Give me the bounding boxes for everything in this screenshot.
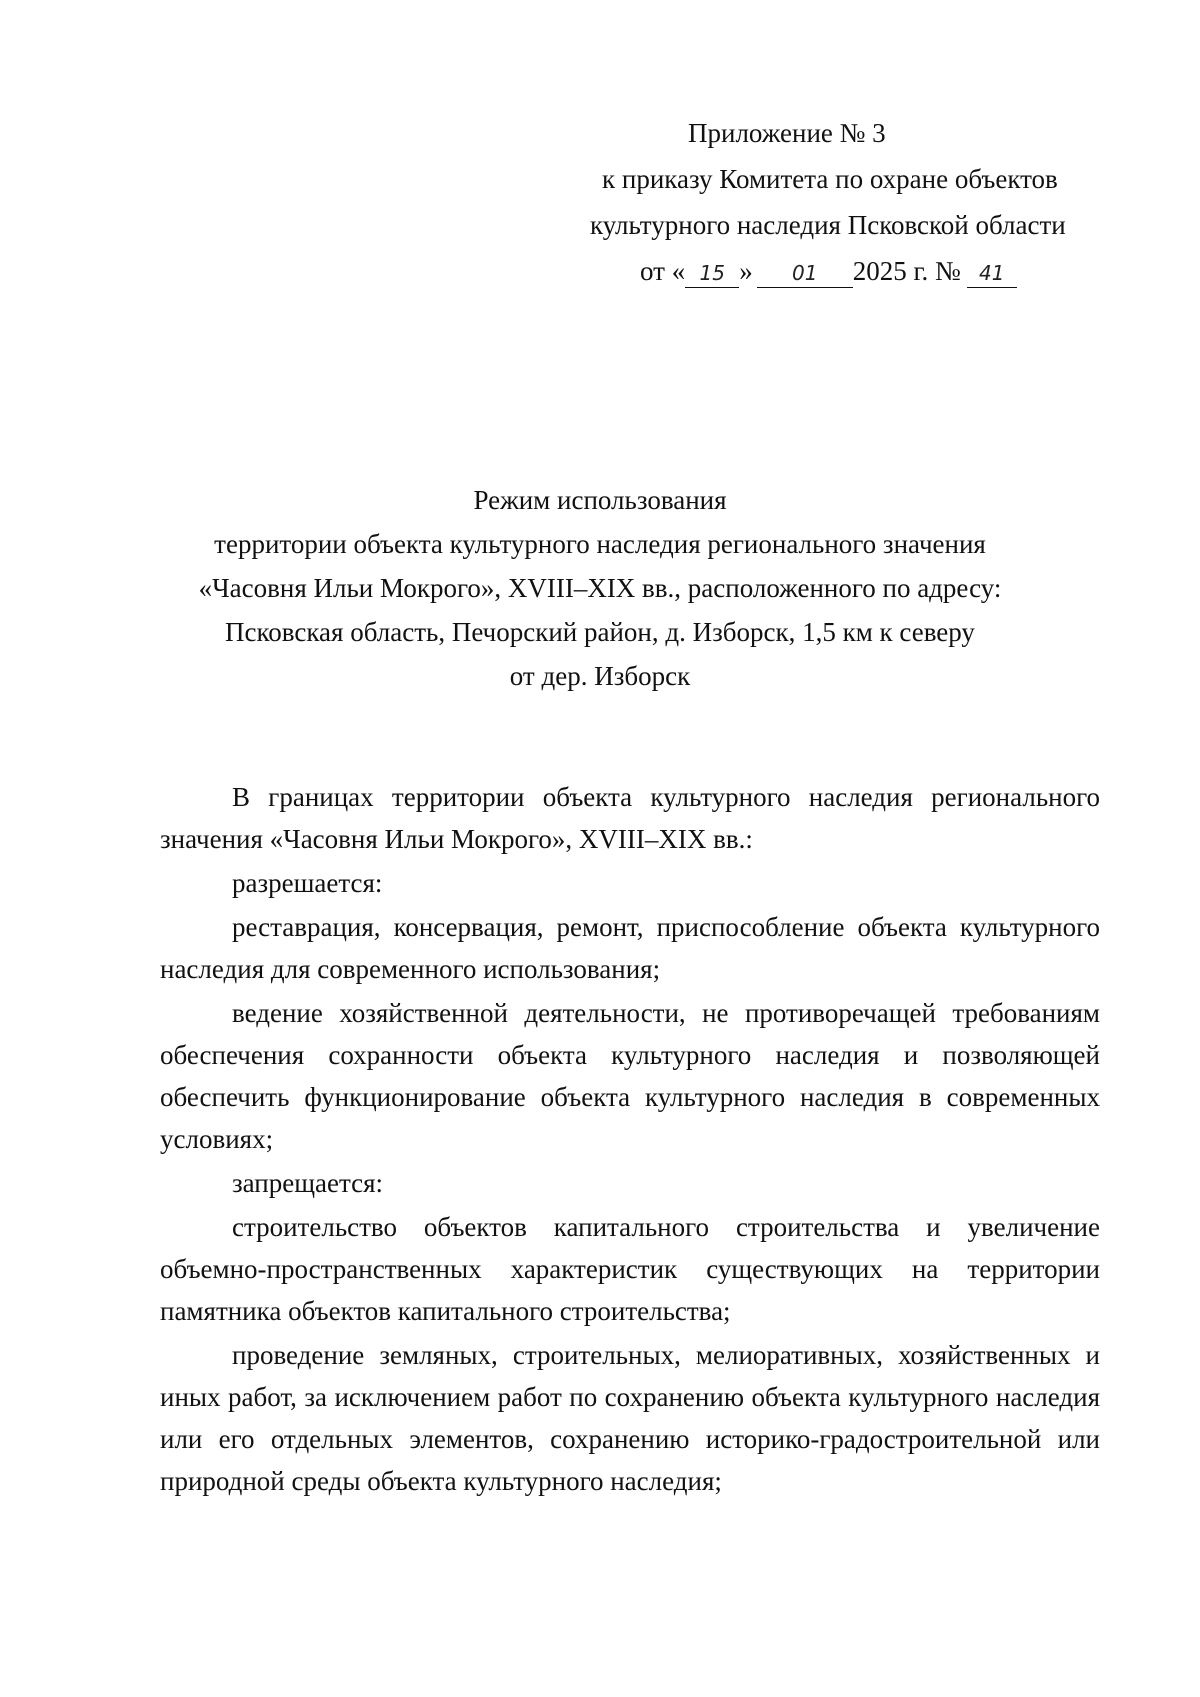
intro-paragraph: В границах территории объекта культурного наследия регионального значения «Часовня Ильи Мокрого», XVIII–XIX вв.:: [160, 782, 1100, 854]
document-title: [60, 478, 1140, 698]
allowed-item-2: ведение хозяйственной деятельности, не противоречащей требованиям обеспечения сохранности объекта культурного наследия и позволяющей обеспечить функционирование объекта культурного наследия в современных условиях;: [160, 998, 1100, 1154]
handwritten-order-number: 41: [967, 259, 1017, 288]
forbidden-heading: запрещается:: [232, 1168, 384, 1198]
forbidden-item-2: проведение земляных, строительных, мелиоративных, хозяйственных и иных работ, за исключением работ по сохранению объекта культурного наследия или его отдельных элементов, сохранению историко-градостроительной или природной среды объекта культурного наследия;: [160, 1340, 1100, 1496]
year-and-number-label: 2025 г. №: [852, 256, 961, 286]
title-line-1: Режим использования: [473, 485, 727, 515]
date-mid: »: [739, 256, 753, 286]
allowed-heading: разрешается:: [232, 868, 383, 898]
title-line-5: от дер. Изборск: [509, 661, 691, 691]
title-line-3: «Часовня Ильи Мокрого», XVIII–XIX вв., расположенного по адресу:: [198, 573, 1002, 603]
order-date-line: [640, 256, 1017, 288]
handwritten-day: 15: [685, 259, 739, 288]
allowed-item-1: реставрация, консервация, ремонт, приспособление объекта культурного наследия для современного использования;: [160, 912, 1100, 984]
title-line-4: Псковская область, Печорский район, д. Изборск, 1,5 км к северу: [225, 617, 975, 647]
order-reference-line1: к приказу Комитета по охране объектов: [602, 164, 1058, 194]
document-body: [160, 776, 1100, 1504]
order-reference-line2: культурного наследия Псковской области: [590, 210, 1066, 240]
appendix-number: Приложение № 3: [688, 118, 886, 148]
date-prefix: от «: [640, 256, 686, 286]
handwritten-month: 01: [757, 259, 853, 288]
title-line-2: территории объекта культурного наследия регионального значения: [214, 529, 986, 559]
forbidden-item-1: строительство объектов капитального строительства и увеличение объемно-пространственных характеристик существующих на территории памятника объектов капитального строительства;: [160, 1212, 1100, 1326]
